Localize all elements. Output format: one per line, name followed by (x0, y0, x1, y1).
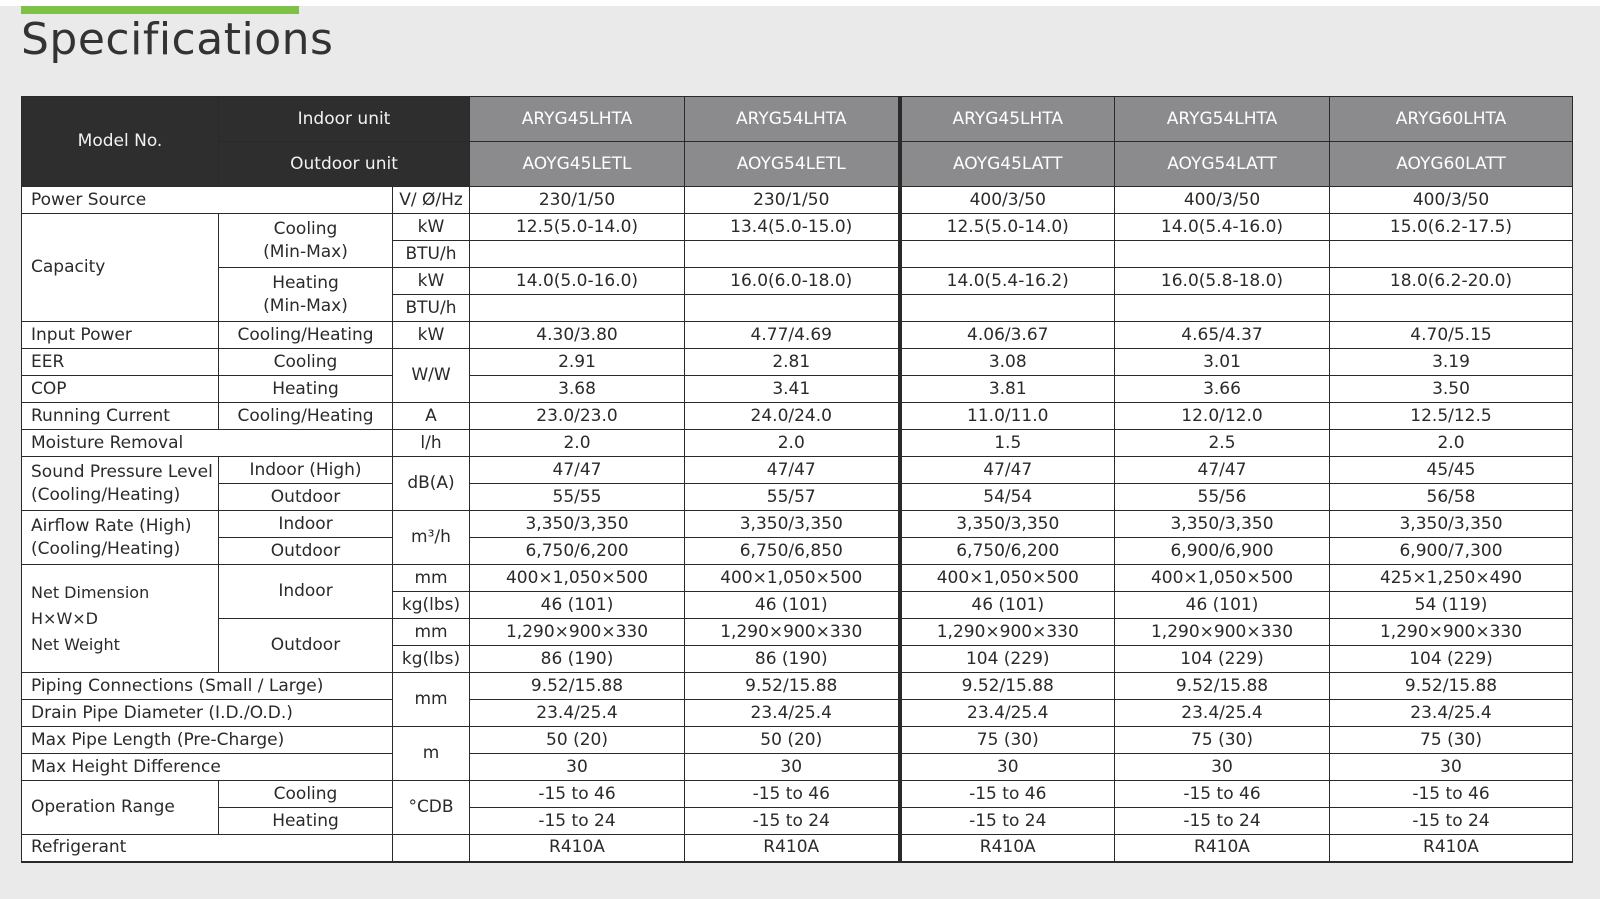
value-cell: 55/56 (1115, 484, 1330, 511)
value-cell: 400×1,050×500 (1115, 565, 1330, 592)
value-cell: 3.19 (1330, 349, 1573, 376)
row-moisture-removal (22, 430, 1573, 457)
value-cell: -15 to 24 (685, 808, 900, 835)
value-cell: 104 (229) (900, 646, 1115, 673)
value-cell: -15 to 46 (1330, 781, 1573, 808)
value-cell: 23.4/25.4 (900, 700, 1115, 727)
value-cell: R410A (685, 835, 900, 862)
value-cell: 23.0/23.0 (470, 403, 685, 430)
value-cell: 55/57 (685, 484, 900, 511)
mode-label: Outdoor (219, 619, 393, 673)
unit-cell: kg(lbs) (393, 646, 470, 673)
value-cell: 23.4/25.4 (1330, 700, 1573, 727)
page-title: Specifications (21, 14, 334, 65)
header-row-indoor (22, 97, 1573, 142)
value-cell: 3,350/3,350 (1115, 511, 1330, 538)
value-cell: 30 (1330, 754, 1573, 781)
value-cell: 47/47 (900, 457, 1115, 484)
value-cell: 75 (30) (900, 727, 1115, 754)
value-cell: 23.4/25.4 (470, 700, 685, 727)
value-cell: 86 (190) (470, 646, 685, 673)
mode-label: Outdoor (219, 484, 393, 511)
unit-cell: V/ Ø/Hz (393, 187, 470, 214)
row-running-current (22, 403, 1573, 430)
indoor-model: ARYG54LHTA (1115, 97, 1330, 142)
unit-cell: m (393, 727, 470, 781)
row-capacity-heating-kw (22, 268, 1573, 295)
value-cell: 86 (190) (685, 646, 900, 673)
value-cell: 30 (900, 754, 1115, 781)
row-max-pipe (22, 727, 1573, 754)
value-cell: 46 (101) (900, 592, 1115, 619)
value-cell: -15 to 24 (1115, 808, 1330, 835)
value-cell: 9.52/15.88 (1330, 673, 1573, 700)
outdoor-model: AOYG54LATT (1115, 142, 1330, 187)
unit-cell (393, 835, 470, 862)
model-no-label: Model No. (22, 97, 219, 187)
operation-range-label: Operation Range (22, 781, 219, 835)
value-cell: R410A (470, 835, 685, 862)
row-sound-outdoor (22, 484, 1573, 511)
value-cell: 6,900/7,300 (1330, 538, 1573, 565)
unit-cell: °CDB (393, 781, 470, 835)
unit-cell: l/h (393, 430, 470, 457)
row-piping (22, 673, 1573, 700)
mode-label: Cooling/Heating (219, 322, 393, 349)
value-cell: 3.01 (1115, 349, 1330, 376)
value-cell: 75 (30) (1115, 727, 1330, 754)
value-cell: 3,350/3,350 (685, 511, 900, 538)
outdoor-model: AOYG60LATT (1330, 142, 1573, 187)
running-current-label: Running Current (22, 403, 219, 430)
value-cell: 47/47 (1115, 457, 1330, 484)
eer-label: EER (22, 349, 219, 376)
value-cell: 45/45 (1330, 457, 1573, 484)
row-op-heating (22, 808, 1573, 835)
max-height-label: Max Height Difference (22, 754, 393, 781)
value-cell: 1,290×900×330 (685, 619, 900, 646)
value-cell: 2.0 (470, 430, 685, 457)
mode-label: Indoor (219, 565, 393, 619)
value-cell: 1,290×900×330 (470, 619, 685, 646)
value-cell (900, 295, 1115, 322)
value-cell: 47/47 (685, 457, 900, 484)
unit-cell: dB(A) (393, 457, 470, 511)
value-cell: 47/47 (470, 457, 685, 484)
mode-label: Cooling/Heating (219, 403, 393, 430)
value-cell: R410A (900, 835, 1115, 862)
value-cell: 46 (101) (470, 592, 685, 619)
outdoor-model: AOYG45LETL (470, 142, 685, 187)
indoor-model: ARYG45LHTA (900, 97, 1115, 142)
row-dim-outdoor-mm (22, 619, 1573, 646)
outdoor-unit-label: Outdoor unit (219, 142, 470, 187)
value-cell: 75 (30) (1330, 727, 1573, 754)
drain-pipe-label: Drain Pipe Diameter (I.D./O.D.) (22, 700, 393, 727)
value-cell (470, 241, 685, 268)
value-cell: 24.0/24.0 (685, 403, 900, 430)
value-cell: 11.0/11.0 (900, 403, 1115, 430)
value-cell (1115, 295, 1330, 322)
value-cell: 13.4(5.0-15.0) (685, 214, 900, 241)
value-cell: 2.91 (470, 349, 685, 376)
value-cell: 56/58 (1330, 484, 1573, 511)
unit-cell: kg(lbs) (393, 592, 470, 619)
value-cell: 3,350/3,350 (470, 511, 685, 538)
cop-label: COP (22, 376, 219, 403)
row-power-source (22, 187, 1573, 214)
value-cell: 50 (20) (685, 727, 900, 754)
value-cell: 9.52/15.88 (685, 673, 900, 700)
value-cell: 9.52/15.88 (900, 673, 1115, 700)
value-cell: 1,290×900×330 (1330, 619, 1573, 646)
value-cell: 230/1/50 (470, 187, 685, 214)
value-cell: 16.0(5.8-18.0) (1115, 268, 1330, 295)
value-cell: 54/54 (900, 484, 1115, 511)
unit-cell: mm (393, 673, 470, 727)
value-cell (685, 241, 900, 268)
value-cell: 1,290×900×330 (1115, 619, 1330, 646)
value-cell: R410A (1330, 835, 1573, 862)
value-cell: 4.70/5.15 (1330, 322, 1573, 349)
value-cell: 2.81 (685, 349, 900, 376)
value-cell: 14.0(5.4-16.0) (1115, 214, 1330, 241)
value-cell: 400/3/50 (1330, 187, 1573, 214)
value-cell: 30 (1115, 754, 1330, 781)
unit-cell: m³/h (393, 511, 470, 565)
value-cell: 2.5 (1115, 430, 1330, 457)
power-source-label: Power Source (22, 187, 393, 214)
value-cell: 400/3/50 (900, 187, 1115, 214)
value-cell: 4.65/4.37 (1115, 322, 1330, 349)
value-cell (685, 295, 900, 322)
specifications-table (21, 96, 1573, 863)
max-pipe-label: Max Pipe Length (Pre-Charge) (22, 727, 393, 754)
value-cell: 2.0 (685, 430, 900, 457)
indoor-model: ARYG45LHTA (470, 97, 685, 142)
value-cell: -15 to 24 (470, 808, 685, 835)
value-cell: 3.08 (900, 349, 1115, 376)
value-cell: 46 (101) (1115, 592, 1330, 619)
unit-cell: A (393, 403, 470, 430)
value-cell: 3.66 (1115, 376, 1330, 403)
value-cell: 12.5/12.5 (1330, 403, 1573, 430)
value-cell: 3,350/3,350 (900, 511, 1115, 538)
row-dim-indoor-mm (22, 565, 1573, 592)
value-cell: 14.0(5.0-16.0) (470, 268, 685, 295)
value-cell: -15 to 24 (900, 808, 1115, 835)
row-cop (22, 376, 1573, 403)
value-cell: 12.0/12.0 (1115, 403, 1330, 430)
unit-cell: mm (393, 619, 470, 646)
mode-label: Indoor (High) (219, 457, 393, 484)
value-cell: 23.4/25.4 (685, 700, 900, 727)
row-sound-indoor (22, 457, 1573, 484)
indoor-model: ARYG54LHTA (685, 97, 900, 142)
value-cell: 6,750/6,850 (685, 538, 900, 565)
unit-cell: BTU/h (393, 295, 470, 322)
value-cell: 23.4/25.4 (1115, 700, 1330, 727)
moisture-removal-label: Moisture Removal (22, 430, 393, 457)
value-cell: 3.41 (685, 376, 900, 403)
mode-label: Outdoor (219, 538, 393, 565)
value-cell: 400/3/50 (1115, 187, 1330, 214)
value-cell: 15.0(6.2-17.5) (1330, 214, 1573, 241)
mode-label: Cooling (219, 349, 393, 376)
unit-cell: kW (393, 322, 470, 349)
row-drain (22, 700, 1573, 727)
value-cell: 3.81 (900, 376, 1115, 403)
value-cell: 4.06/3.67 (900, 322, 1115, 349)
capacity-label: Capacity (22, 214, 219, 322)
value-cell: 12.5(5.0-14.0) (470, 214, 685, 241)
outdoor-model: AOYG45LATT (900, 142, 1115, 187)
value-cell: 2.0 (1330, 430, 1573, 457)
value-cell (1115, 241, 1330, 268)
outdoor-model: AOYG54LETL (685, 142, 900, 187)
row-input-power (22, 322, 1573, 349)
header-row-outdoor (22, 142, 1573, 187)
value-cell: 54 (119) (1330, 592, 1573, 619)
sound-pressure-label: Sound Pressure Level (Cooling/Heating) (22, 457, 219, 511)
value-cell (1330, 241, 1573, 268)
value-cell: 104 (229) (1330, 646, 1573, 673)
value-cell: 55/55 (470, 484, 685, 511)
input-power-label: Input Power (22, 322, 219, 349)
value-cell: 16.0(6.0-18.0) (685, 268, 900, 295)
value-cell: 9.52/15.88 (470, 673, 685, 700)
value-cell: -15 to 46 (685, 781, 900, 808)
value-cell: 4.77/4.69 (685, 322, 900, 349)
mode-label: Indoor (219, 511, 393, 538)
row-capacity-cooling-kw (22, 214, 1573, 241)
net-dimension-label: Net Dimension H×W×D Net Weight (22, 565, 219, 673)
value-cell: R410A (1115, 835, 1330, 862)
mode-label: Cooling (219, 781, 393, 808)
row-max-height (22, 754, 1573, 781)
value-cell: 12.5(5.0-14.0) (900, 214, 1115, 241)
unit-cell: mm (393, 565, 470, 592)
row-airflow-indoor (22, 511, 1573, 538)
value-cell: 3.68 (470, 376, 685, 403)
unit-cell: kW (393, 214, 470, 241)
value-cell: -15 to 46 (900, 781, 1115, 808)
value-cell: 1,290×900×330 (900, 619, 1115, 646)
unit-cell: W/W (393, 349, 470, 403)
cooling-minmax-label: Cooling (Min-Max) (219, 214, 393, 268)
value-cell: -15 to 46 (1115, 781, 1330, 808)
value-cell: 400×1,050×500 (900, 565, 1115, 592)
refrigerant-label: Refrigerant (22, 835, 393, 862)
value-cell: -15 to 24 (1330, 808, 1573, 835)
row-op-cooling (22, 781, 1573, 808)
mode-label: Heating (219, 376, 393, 403)
heating-minmax-label: Heating (Min-Max) (219, 268, 393, 322)
piping-label: Piping Connections (Small / Large) (22, 673, 393, 700)
unit-cell: kW (393, 268, 470, 295)
row-eer (22, 349, 1573, 376)
value-cell: 30 (685, 754, 900, 781)
value-cell: 14.0(5.4-16.2) (900, 268, 1115, 295)
value-cell: 104 (229) (1115, 646, 1330, 673)
value-cell: 46 (101) (685, 592, 900, 619)
value-cell: 3,350/3,350 (1330, 511, 1573, 538)
value-cell: 230/1/50 (685, 187, 900, 214)
value-cell: 425×1,250×490 (1330, 565, 1573, 592)
value-cell: 50 (20) (470, 727, 685, 754)
value-cell: -15 to 46 (470, 781, 685, 808)
unit-cell: BTU/h (393, 241, 470, 268)
value-cell: 3.50 (1330, 376, 1573, 403)
value-cell: 400×1,050×500 (685, 565, 900, 592)
value-cell: 18.0(6.2-20.0) (1330, 268, 1573, 295)
value-cell: 1.5 (900, 430, 1115, 457)
value-cell: 9.52/15.88 (1115, 673, 1330, 700)
indoor-model: ARYG60LHTA (1330, 97, 1573, 142)
value-cell: 6,750/6,200 (900, 538, 1115, 565)
title-accent-bar (21, 6, 299, 14)
indoor-unit-label: Indoor unit (219, 97, 470, 142)
value-cell: 400×1,050×500 (470, 565, 685, 592)
row-airflow-outdoor (22, 538, 1573, 565)
airflow-label: Airflow Rate (High) (Cooling/Heating) (22, 511, 219, 565)
row-refrigerant (22, 835, 1573, 862)
value-cell (1330, 295, 1573, 322)
value-cell (900, 241, 1115, 268)
mode-label: Heating (219, 808, 393, 835)
value-cell (470, 295, 685, 322)
value-cell: 4.30/3.80 (470, 322, 685, 349)
value-cell: 30 (470, 754, 685, 781)
value-cell: 6,750/6,200 (470, 538, 685, 565)
value-cell: 6,900/6,900 (1115, 538, 1330, 565)
